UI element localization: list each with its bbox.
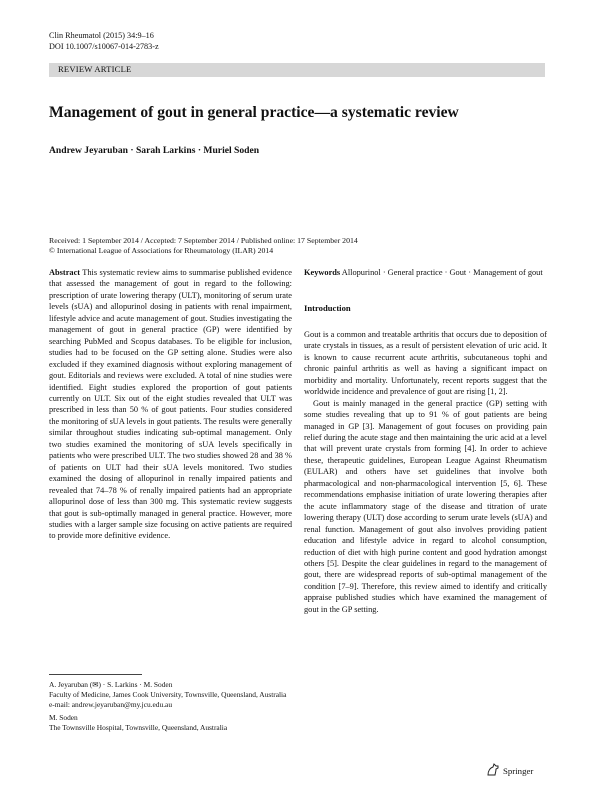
author-list: Andrew Jeyaruban · Sarah Larkins · Muriel Soden — [49, 145, 260, 156]
publication-dates — [49, 236, 358, 256]
abstract-label: Abstract — [49, 268, 81, 277]
keywords-text: Allopurinol · General practice · Gout · Management of gout — [341, 268, 543, 277]
journal-header — [49, 30, 159, 52]
received-dates: Received: 1 September 2014 / Accepted: 7 September 2014 / Published online: 17 September 2014 — [49, 236, 358, 245]
article-type-band — [49, 63, 545, 77]
keywords-label: Keywords — [304, 268, 341, 277]
article-type-label: REVIEW ARTICLE — [58, 64, 132, 74]
doi-link[interactable]: DOI 10.1007/s10067-014-2783-z — [49, 42, 159, 51]
springer-logo — [486, 763, 533, 776]
keywords — [304, 267, 547, 278]
abstract-section — [49, 267, 292, 542]
introduction-paragraph-2: Gout is mainly managed in the general practice (GP) setting with some studies revealing that up to 91 % of gout patients are being managed in GP [3]. Management of gout focuses on providing pain relief during the acute stage and then maintaining the uric acid at a level that will prevent urate crystals from forming [4]. In order to achieve these, therapeutic guidelines, European League Against Rheumatism (EULAR) and others have set guidelines that involve both pharmacological and non-pharmacological intervention [5, 6]. These recommendations emphasise initiation of urate lowering therapies after the acute inflammatory stage of the disease and titration of urate lowering therapy (ULT) dose according to serum urate levels (sUA) and renal function. Management of gout also involves providing patient education and lifestyle advice in regard to alcohol consumption, reduction of diet with high purine content and good hydration amongst others [5]. Despite the clear guidelines in regard to the management of gout, there are widespread reports of sub-optimal management of the condition [7–9]. Therefore, this review aimed to identify and critically appraise published studies which have examined the management of gout in the GP setting. — [304, 398, 547, 614]
affiliations — [49, 680, 294, 737]
copyright-line: © International League of Associations for Rheumatology (ILAR) 2014 — [49, 246, 274, 255]
journal-citation: Clin Rheumatol (2015) 34:9–16 — [49, 31, 154, 40]
introduction-paragraph-1: Gout is a common and treatable arthritis that occurs due to deposition of urate crystals in tissues, as a result of persistent elevation of uric acid. It is known to cause recurrent acute arthritis, subcutaneous tophi and chronic painful arthritis as well as having a significant impact on morbidity and mortality. Unfortunately, recent reports suggest that the worldwide incidence and prevalence of gout are rising [1, 2]. — [304, 329, 547, 397]
article-title: Management of gout in general practice—a systematic review — [49, 104, 459, 121]
abstract-text: This systematic review aims to summarise published evidence that assessed the management of gout in regard to the following: prescription of urate lowering therapy (ULT), monitoring of serum urate levels (sUA) and allopurinol dosing in patients with renal impairment, lifestyle advice and acute management of gout. Studies investigating the management of gout in general practice (GP) were identified by searching PubMed and Scopus databases. To be eligible for inclusion, studies had to be focused on the GP setting alone. Studies were also excluded if they examined diagnosis without exploring management of gout. Editorials and reviews were excluded. A total of nine studies were identified. Eight studies explored the proportion of gout patients currently on ULT. Six out of the eight studies revealed that ULT was prescribed in less than 50 % of gout patients. Four studies considered the monitoring of sUA levels in gout patients. The results were generally similar throughout studies indicating sub-optimal management. Only two studies examined the monitoring of sUA levels specifically in patients who were prescribed ULT. The two studies showed 28 and 38 % of patients on ULT had their sUA levels monitored. Two studies examined the dosing of allopurinol in renally impaired patients and revealed that 74–78 % of renally impaired patients had an appropriate allopurinol dose of less than 300 mg. This systematic review suggests that gout is sub-optimally managed in general practice. However, more studies with a larger sample size focusing on active patients are required to provide more definitive evidence. — [49, 268, 292, 541]
springer-wordmark: Springer — [503, 766, 534, 776]
introduction-heading: Introduction — [304, 303, 351, 314]
right-column — [304, 267, 547, 615]
footnote-divider — [49, 674, 142, 675]
affiliation-block-2: M. Soden The Townsville Hospital, Townsville, Queensland, Australia — [49, 713, 228, 733]
affiliation-block-1: A. Jeyaruban (✉) · S. Larkins · M. Soden Faculty of Medicine, James Cook University, Townsville, Queensland, Australia e-mail: andrew.jeyaruban@my.jcu.edu.au — [49, 680, 287, 709]
springer-horse-icon — [486, 763, 500, 776]
